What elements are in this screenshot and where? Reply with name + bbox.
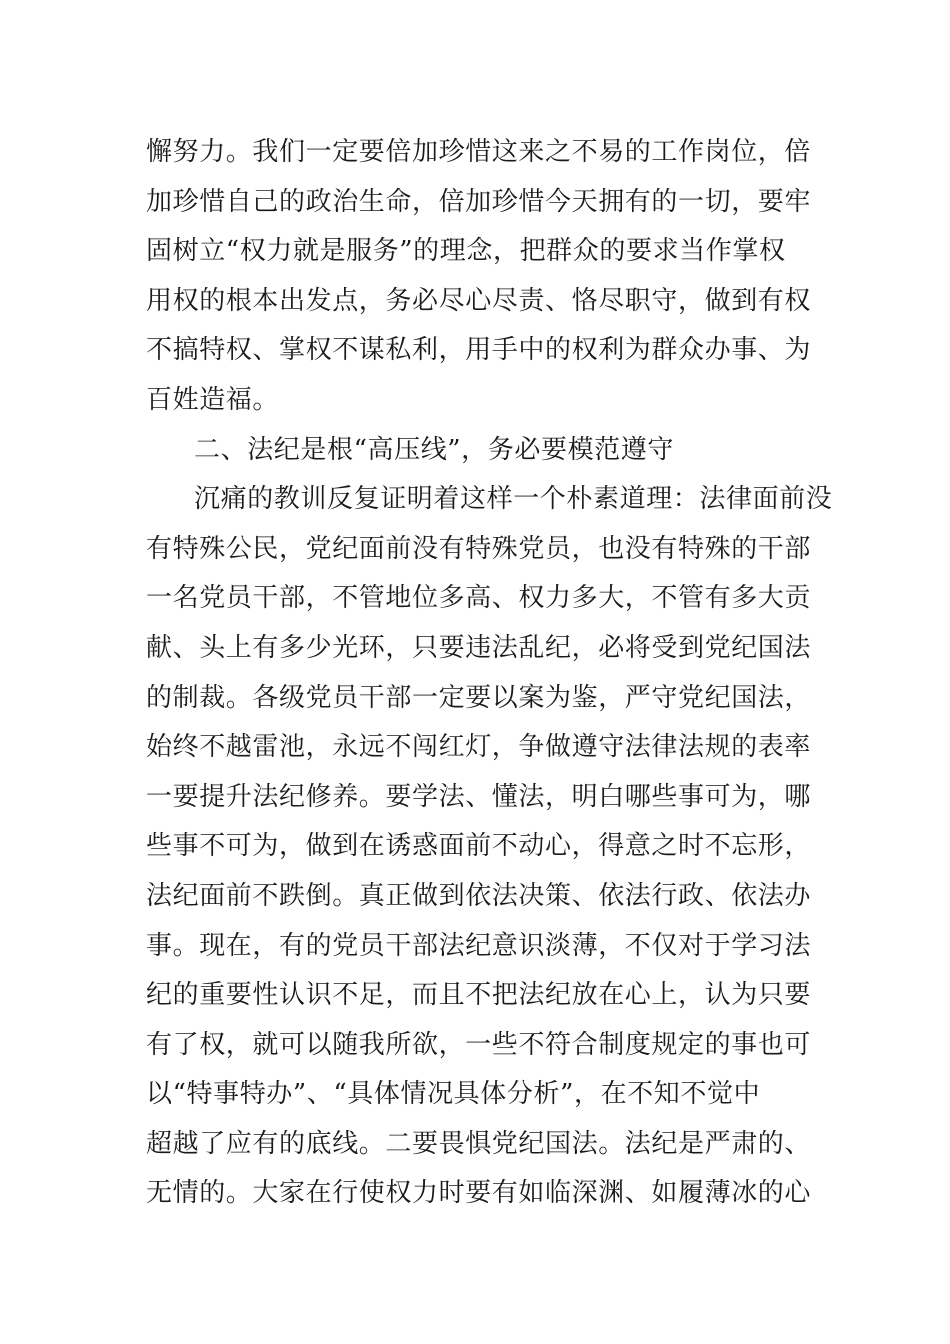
text-line: 的制裁。各级党员干部一定要以案为鉴，严守党纪国法， [146,682,812,713]
text-line: 超越了应有的底线。二要畏惧党纪国法。法纪是严肃的、 [146,1128,812,1159]
text-line: 懈努力。我们一定要倍加珍惜这来之不易的工作岗位，倍 [146,137,812,167]
text-line: 法纪面前不跌倒。真正做到依法决策、依法行政、依法办 [146,880,812,911]
text-line: 用权的根本出发点，务必尽心尽责、恪尽职守，做到有权 [146,285,812,316]
text-line: 一名党员干部，不管地位多高、权力多大，不管有多大贡 [146,583,812,614]
text-line: 些事不可为，做到在诱惑面前不动心，得意之时不忘形， [146,831,812,862]
text-line: 始终不越雷池，永远不闯红灯，争做遵守法律法规的表率 [146,732,812,763]
text-line: 有特殊公民，党纪面前没有特殊党员，也没有特殊的干部 [146,533,812,564]
text-line: 纪的重要性认识不足，而且不把法纪放在心上，认为只要 [146,980,812,1011]
paragraph-start-line: 沉痛的教训反复证明着这样一个朴素道理：法律面前没 [194,484,833,515]
text-line: 一要提升法纪修养。要学法、懂法，明白哪些事可为，哪 [146,781,812,812]
text-line: 有了权，就可以随我所欲，一些不符合制度规定的事也可 [146,1029,812,1060]
text-line: 百姓造福。 [146,384,280,415]
section-heading: 二、法纪是根“高压线”，务必要模范遵守 [194,434,674,465]
text-line: 献、头上有多少光环，只要违法乱纪，必将受到党纪国法 [146,632,812,663]
text-line: 无情的。大家在行使权力时要有如临深渊、如履薄冰的心 [146,1178,812,1209]
text-line: 事。现在，有的党员干部法纪意识淡薄，不仅对于学习法 [146,930,812,961]
text-line: 加珍惜自己的政治生命，倍加珍惜今天拥有的一切，要牢 [146,186,812,217]
text-line: 不搞特权、掌权不谋私利，用手中的权利为群众办事、为 [146,335,812,366]
text-line: 以“特事特办”、“具体情况具体分析”，在不知不觉中 [146,1079,761,1110]
body-text [146,128,833,1219]
text-line: 固树立“权力就是服务”的理念，把群众的要求当作掌权 [146,236,786,267]
